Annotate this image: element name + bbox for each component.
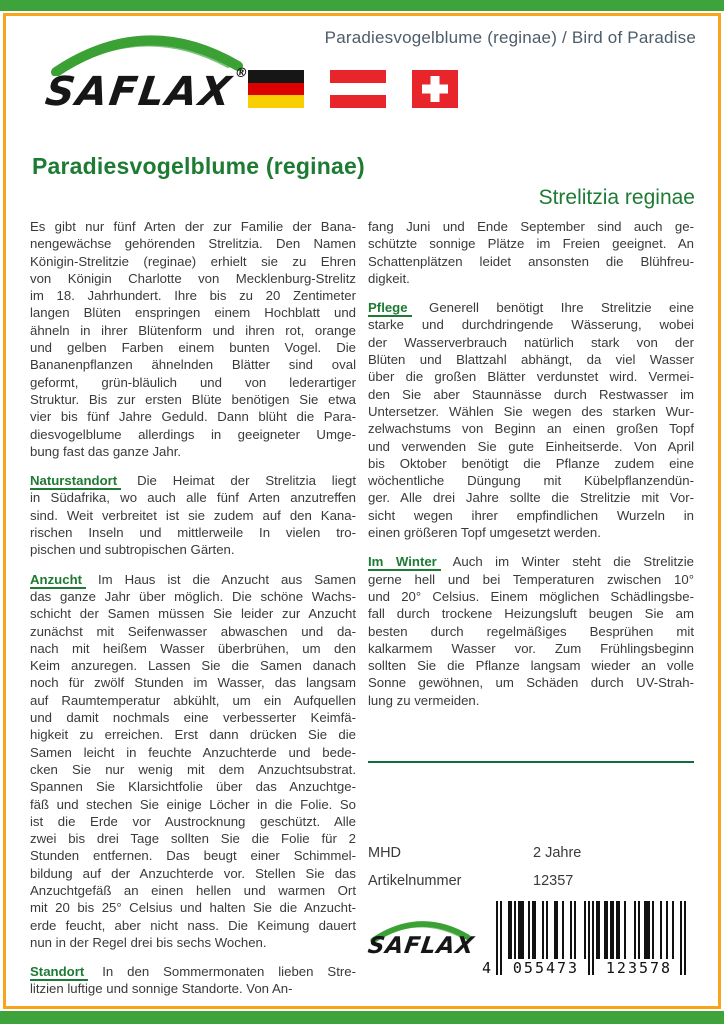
text-line: fang Juni und Ende September sind auch ge-	[368, 219, 694, 234]
right-column	[368, 218, 694, 1010]
text-line: Spannen Sie Klarsichtfolie über das Anzuchtge-	[30, 779, 356, 795]
text-line: bis Oktober benötigt die Pflanze zudem eine	[368, 455, 694, 471]
text-line: nun in der Regel drei bis sechs Wochen.	[30, 934, 267, 950]
text-line: und gelben Farben einem bunten Vogel. Die	[30, 340, 356, 356]
text-line: starke und durchdringende Wässerung, wobei	[368, 317, 694, 333]
text-line: fäß und stechen Sie einige Löcher in die Folie. So	[30, 796, 356, 812]
text-line: langen Blüten enspringen einem Hochblatt und	[30, 305, 356, 321]
text-line: auf Raumtemperatur abkühlt, um ein Aufquellen	[30, 692, 356, 708]
detail-value: 12357	[533, 873, 574, 890]
text-line: im 18. Jahrhundert. Ihre bis zu 20 Zentimeter	[30, 288, 356, 304]
swiss-cross	[422, 85, 448, 94]
text-line: gerne hell und bei Temperaturen zwischen 10°	[368, 571, 694, 587]
section-heading: Standort	[30, 964, 88, 981]
text-line: digkeit.	[368, 270, 410, 286]
paragraph	[30, 571, 356, 952]
detail-row	[368, 839, 694, 867]
detail-row	[368, 867, 694, 895]
text-line: bildung auf der Anzuchterde vor. Stellen Sie das	[30, 865, 356, 881]
text-line: kalkarmem Wasser vor. Zum Frühlingsbeginn	[368, 640, 694, 656]
text-line: einen größeren Topf umgesetzt werden.	[368, 525, 601, 541]
text-line: mit 20 bis 25° Celsius und halten Sie die Anzucht-	[30, 900, 356, 916]
text-line: Keim anzuregen. Lassen Sie die Samen danach	[30, 658, 356, 674]
text-line: besten durch regelmäßiges Besprühen mit	[368, 623, 694, 639]
text-line: litzien luftige und sonnige Standorte. Von An-	[30, 981, 293, 997]
barcode-digit-group: 123578	[605, 959, 673, 978]
saflax-logo-large	[42, 24, 256, 115]
text-line: in Südafrika, wo auch alle fünf Arten anzutreffen	[30, 490, 356, 506]
text-line: erde feucht, aber nicht nass. Die Keimung dauert	[30, 917, 356, 933]
text-line: sicht wegen ihrer empfindlichen Wurzeln in	[368, 507, 694, 523]
brand-wordmark	[43, 66, 260, 115]
text-line: schicht der Samen müssen Sie leider zur Anzucht	[30, 606, 356, 622]
page-title: Paradiesvogelblume (reginae)	[32, 153, 365, 179]
flag-stripe	[330, 70, 386, 83]
bottom-green-bar	[0, 1011, 724, 1024]
text-line: Anzuchtgefäß an einen hellen und warmen Ort	[30, 882, 356, 898]
left-column	[30, 218, 356, 1010]
barcode-digit-group: 055473	[512, 959, 580, 978]
text-line: Im Winter Auch im Winter steht die Strelitzie	[368, 554, 694, 570]
text-line: Schattenplätzen leidet ansonsten die Blühfreu-	[368, 253, 694, 269]
registered-mark: ®	[233, 66, 249, 81]
brand-wordmark: SAFLAX	[366, 933, 477, 960]
text-line: noch für zwölf Stunden im Wasser, das langsam	[30, 675, 356, 691]
text-line: Es gibt nur fünf Arten der zur Familie der Bana-	[30, 219, 356, 234]
text-line: sollten Sie die Pflanze langsam wieder an volle	[368, 658, 694, 674]
barcode-digit-group: 4	[482, 959, 494, 978]
austria-flag	[330, 70, 386, 108]
detail-value: 2 Jahre	[533, 845, 582, 862]
text-line: lung zu vermeiden.	[368, 692, 480, 708]
text-line: bung fast das ganze Jahr.	[30, 443, 182, 459]
text-line: geformt, grün-bläulich und von lederartiger	[30, 374, 356, 390]
text-line: das ganze Jahr über möglich. Die schöne Wachs-	[30, 588, 356, 604]
saflax-logo-small	[366, 915, 477, 960]
paragraph	[368, 553, 694, 709]
text-line: zelwachstums von Beginn an einen großen Topf	[368, 421, 694, 437]
footer-row	[368, 901, 694, 979]
text-line: cken Sie nur wenig mit dem Anzuchtsubstrat.	[30, 761, 356, 777]
section-heading: Im Winter	[368, 554, 441, 571]
top-green-bar	[0, 0, 724, 11]
text-line: diesvogelblume allerdings in geeigneter Umge-	[30, 426, 356, 442]
text-line: ähneln in ihrer Blütenform und ihren rot, orange	[30, 322, 356, 338]
detail-label: MHD	[368, 845, 402, 862]
text-line: fall durch trockene Heizungsluft beugen Sie am	[368, 606, 694, 622]
text-line: nengewächse gehörenden Strelitzia. Den Namen	[30, 236, 356, 252]
text-line: Bananenpflanzen ähnelnden Blätter sind oval	[30, 357, 356, 373]
text-line: nach mit heißem Wasser überbrühen, um den	[30, 640, 356, 656]
product-details	[368, 839, 694, 895]
text-line: Untersetzer. Wählen Sie wegen des starken Wur-	[368, 403, 694, 419]
text-line: Anzucht Im Haus ist die Anzucht aus Samen	[30, 571, 356, 587]
text-line: Struktur. Bis zur ersten Blüte benötigen Sie etwa	[30, 391, 356, 407]
paragraph	[30, 472, 356, 558]
text-line: Stunden entfernen. Das beugt einer Schimmel-	[30, 848, 356, 864]
flag-row	[248, 70, 458, 108]
text-line: und damit nochmals eine verbesserter Keimfä-	[30, 710, 356, 726]
flag-stripe	[248, 95, 304, 108]
text-line: rischen Inseln und mittlerweile In vielen tro-	[30, 525, 356, 541]
flag-stripe	[330, 95, 386, 108]
text-line: Naturstandort Die Heimat der Strelitzia liegt	[30, 473, 356, 489]
botanical-name: Strelitzia reginae	[538, 186, 695, 209]
text-line: zwei bis drei Tage sollten Sie die Folie für 2	[30, 831, 356, 847]
paragraph	[30, 218, 356, 460]
header-tagline: Paradiesvogelblume (reginae) / Bird of Paradise	[324, 28, 696, 47]
text-line: Samen leicht in feuchte Anzuchterde und bede-	[30, 744, 356, 760]
text-line: pischen und subtropischen Gärten.	[30, 542, 235, 558]
section-heading: Naturstandort	[30, 473, 121, 490]
flag-stripe	[330, 83, 386, 96]
text-line: und 20° Celsius. Einem möglichen Schädlingsbe-	[368, 588, 694, 604]
paragraph	[368, 218, 694, 287]
text-line: Standort In den Sommermonaten lieben Stre-	[30, 964, 356, 980]
text-line: vier bis fünf Jahre Geduld. Dann blüht die Para-	[30, 409, 356, 425]
switzerland-flag	[412, 70, 458, 108]
text-line: Pflege Generell benötigt Ihre Strelitzie eine	[368, 300, 694, 316]
section-heading: Pflege	[368, 300, 412, 317]
divider-line	[368, 761, 694, 763]
text-line: zunächst mit Seifenwasser abwaschen und da-	[30, 623, 356, 639]
paragraph	[368, 299, 694, 541]
detail-label: Artikelnummer	[368, 873, 462, 890]
text-line: den Sie aber Staunnässe durch Restwasser im	[368, 386, 694, 402]
text-line: ger. Alle drei Jahre sollte die Strelitzie mit Vor-	[368, 490, 694, 506]
text-line: Blüten und Blattzahl abhängt, da viel Wasser	[368, 352, 694, 368]
text-line: und verwenden Sie gute Einheitserde. Von April	[368, 438, 694, 454]
section-heading: Anzucht	[30, 572, 86, 589]
brand-name: SAFLAX	[42, 69, 236, 115]
text-line: wöchentliche Düngung mit Kübelpflanzendün-	[368, 473, 694, 489]
text-line: Sonne gewöhnen, um Schäden durch UV-Strah-	[368, 675, 694, 691]
text-line: schützte sonnige Plätze im Freien geeignet. An	[368, 236, 694, 252]
text-line: sind. Weit verbreitet ist sie zudem auf den Kana-	[30, 507, 356, 523]
ean13-barcode	[482, 901, 692, 979]
text-line: Königin-Strelitzie (reginae) erhielt sie zu Ehren	[30, 253, 356, 269]
body-columns	[30, 218, 694, 1010]
paragraph	[30, 963, 356, 998]
text-line: ist die Erde vor Austrocknung geschützt. Alle	[30, 813, 356, 829]
text-line: von Königin Charlotte von Mecklenburg-Strelitz	[30, 270, 356, 286]
text-line: higkeit zu erreichen. Erst dann drücken Sie die	[30, 727, 356, 743]
text-line: über die großen Blätter verdunstet wird. Vermei-	[368, 369, 694, 385]
text-line: der Wasserverbrauch natürlich stark von der	[368, 334, 694, 350]
